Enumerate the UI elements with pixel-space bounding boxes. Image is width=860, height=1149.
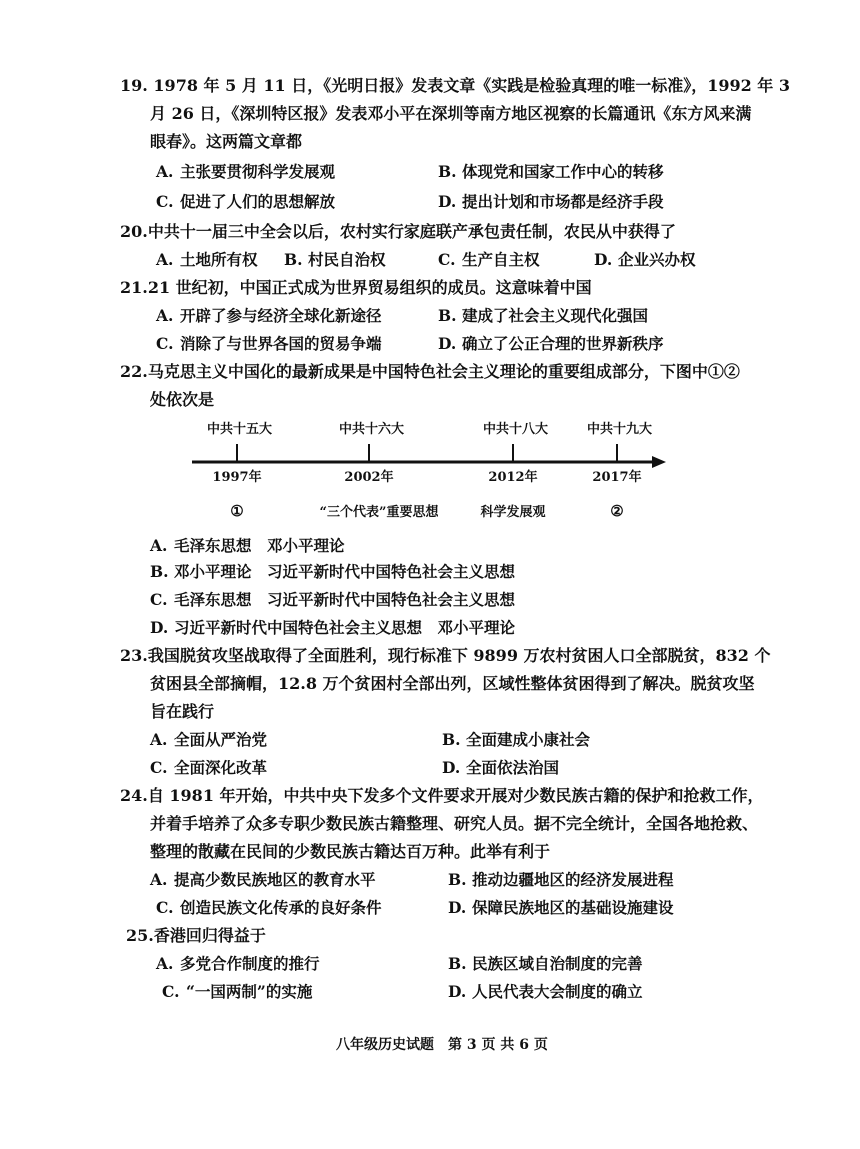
option-text: 毛泽东思想 邓小平理论 (174, 536, 345, 555)
q23-option-b (442, 730, 590, 750)
q25-option-b (448, 954, 643, 974)
q25-option-d (448, 982, 643, 1002)
option-text: 体现党和国家工作中心的转移 (462, 162, 664, 181)
option-text: 主张要贯彻科学发展观 (180, 162, 336, 181)
q22-number: 22. (120, 362, 148, 381)
q22-line-1 (120, 362, 740, 382)
option-letter: B. (438, 306, 457, 325)
option-text: 村民自治权 (308, 250, 386, 269)
option-text: 习近平新时代中国特色社会主义思想 邓小平理论 (174, 618, 516, 637)
option-letter: C. (438, 250, 456, 269)
option-letter: C. (150, 590, 168, 609)
option-letter: D. (438, 192, 457, 211)
q19-stem-2: 月 26 日，《深圳特区报》发表邓小平在深圳等南方地区视察的长篇通讯《东方风来满 (150, 104, 752, 123)
q20-line-1 (120, 222, 676, 242)
timeline-year-2002: 2002年 (344, 470, 394, 485)
q25-stem-1: 香港回归得益于 (153, 926, 266, 945)
q21-number: 21. (120, 278, 148, 297)
q24-stem-2: 并着手培养了众多专职少数民族古籍整理、研究人员。据不完全统计，全国各地抢救、 (150, 814, 759, 833)
option-letter: B. (438, 162, 457, 181)
timeline-arrow-head (652, 456, 666, 468)
q22-option-d (150, 618, 515, 638)
option-text: 提高少数民族地区的教育水平 (174, 870, 376, 889)
q19-option-b (438, 162, 664, 182)
option-letter: A. (150, 870, 168, 889)
option-letter: C. (156, 334, 174, 353)
q23-stem-1: 我国脱贫攻坚战取得了全面胜利，现行标准下 9899 万农村贫困人口全部脱贫，832 个 (147, 646, 771, 665)
option-letter: D. (448, 982, 467, 1001)
q20-option-d (594, 250, 696, 270)
q21-option-b (438, 306, 648, 326)
q23-stem-2: 贫困县全部摘帽，12.8 万个贫困村全部出列，区域性整体贫困得到了解决。脱贫攻坚 (150, 674, 755, 693)
q19-option-d (438, 192, 664, 212)
option-text: 企业兴办权 (618, 250, 696, 269)
q24-option-b (448, 870, 674, 890)
option-letter: A. (156, 306, 174, 325)
q19-stem-3: 眼春》。这两篇文章都 (150, 132, 303, 151)
option-letter: B. (448, 954, 467, 973)
option-letter: A. (156, 954, 174, 973)
q20-number: 20. (120, 222, 148, 241)
q19-number: 19. (120, 76, 148, 95)
option-text: 全面从严治党 (174, 730, 268, 749)
q23-option-a (150, 730, 267, 750)
option-letter: C. (156, 898, 174, 917)
option-letter: A. (156, 250, 174, 269)
option-text: 消除了与世界各国的贸易争端 (180, 334, 382, 353)
q20-option-a (156, 250, 258, 270)
q25-option-a (156, 954, 320, 974)
option-text: 全面建成小康社会 (466, 730, 591, 749)
q22-option-a (150, 536, 345, 556)
option-text: 生产自主权 (462, 250, 540, 269)
option-letter: C. (162, 982, 180, 1001)
q23-stem-3: 旨在践行 (150, 702, 215, 721)
q19-stem-1: 1978 年 5 月 11 日，《光明日报》发表文章《实践是检验真理的唯一标准》，1992 年 3 (153, 76, 791, 95)
q24-line-1 (120, 786, 764, 806)
timeline-blank-2: ② (610, 502, 624, 520)
option-text: 保障民族地区的基础设施建设 (472, 898, 674, 917)
q24-option-d (448, 898, 674, 918)
option-letter: C. (156, 192, 174, 211)
option-letter: B. (284, 250, 303, 269)
q25-number: 25. (126, 926, 154, 945)
option-text: 毛泽东思想 习近平新时代中国特色社会主义思想 (174, 590, 516, 609)
q25-option-c (162, 982, 312, 1002)
q23-option-c (150, 758, 267, 778)
q19-line-1 (120, 76, 790, 96)
q21-stem-1: 21 世纪初，中国正式成为世界贸易组织的成员。这意味着中国 (147, 278, 592, 297)
timeline-congress-18: 中共十八大 (483, 422, 549, 437)
timeline-congress-16: 中共十六大 (339, 422, 405, 437)
timeline-year-2012: 2012年 (488, 470, 538, 485)
q20-stem-1: 中共十一届三中全会以后，农村实行家庭联产承包责任制，农民从中获得了 (147, 222, 676, 241)
timeline-congress-15: 中共十五大 (207, 422, 273, 437)
timeline-label-scientific-outlook: 科学发展观 (480, 505, 546, 520)
option-text: 提出计划和市场都是经济手段 (462, 192, 664, 211)
option-letter: A. (150, 536, 168, 555)
q22-stem-2: 处依次是 (150, 390, 215, 409)
option-text: 促进了人们的思想解放 (180, 192, 336, 211)
option-text: 民族区域自治制度的完善 (472, 954, 643, 973)
q23-line-1 (120, 646, 771, 666)
q24-number: 24. (120, 786, 148, 805)
q24-option-c (156, 898, 382, 918)
timeline-congress-19: 中共十九大 (587, 422, 653, 437)
option-text: 全面依法治国 (466, 758, 560, 777)
q19-option-c (156, 192, 335, 212)
q25-line-1 (126, 926, 266, 946)
option-text: 建成了社会主义现代化强国 (462, 306, 649, 325)
option-text: 多党合作制度的推行 (180, 954, 320, 973)
option-letter: D. (150, 618, 169, 637)
option-text: “一国两制”的实施 (186, 982, 313, 1001)
q21-option-c (156, 334, 382, 354)
option-text: 全面深化改革 (174, 758, 268, 777)
option-letter: D. (442, 758, 461, 777)
q21-line-1 (120, 278, 592, 298)
q22-option-b (150, 562, 515, 582)
page-footer: 八年级历史试题 第 3 页 共 6 页 (336, 1037, 548, 1053)
option-text: 土地所有权 (180, 250, 258, 269)
option-letter: C. (150, 758, 168, 777)
option-text: 邓小平理论 习近平新时代中国特色社会主义思想 (174, 562, 516, 581)
option-letter: B. (448, 870, 467, 889)
timeline-year-1997: 1997年 (212, 470, 262, 485)
option-text: 人民代表大会制度的确立 (472, 982, 643, 1001)
option-letter: A. (150, 730, 168, 749)
option-text: 推动边疆地区的经济发展进程 (472, 870, 674, 889)
option-text: 创造民族文化传承的良好条件 (180, 898, 382, 917)
q24-stem-3: 整理的散藏在民间的少数民族古籍达百万种。此举有利于 (150, 842, 551, 861)
q23-option-d (442, 758, 559, 778)
timeline-year-2017: 2017年 (592, 470, 642, 485)
option-letter: B. (442, 730, 461, 749)
q24-option-a (150, 870, 376, 890)
option-text: 确立了公正合理的世界新秩序 (462, 334, 664, 353)
option-text: 开辟了参与经济全球化新途径 (180, 306, 382, 325)
q19-option-a (156, 162, 335, 182)
option-letter: B. (150, 562, 169, 581)
option-letter: D. (448, 898, 467, 917)
option-letter: D. (594, 250, 613, 269)
q20-option-c (438, 250, 540, 270)
q23-number: 23. (120, 646, 148, 665)
q21-option-d (438, 334, 664, 354)
timeline-label-three-represents: “三个代表”重要思想 (319, 505, 439, 520)
q20-option-b (284, 250, 386, 270)
q24-stem-1: 自 1981 年开始，中共中央下发多个文件要求开展对少数民族古籍的保护和抢救工作， (147, 786, 764, 805)
option-letter: D. (438, 334, 457, 353)
q22-stem-1: 马克思主义中国化的最新成果是中国特色社会主义理论的重要组成部分，下图中①② (147, 362, 740, 381)
timeline-blank-1: ① (230, 502, 244, 520)
q21-option-a (156, 306, 382, 326)
option-letter: A. (156, 162, 174, 181)
q22-option-c (150, 590, 515, 610)
